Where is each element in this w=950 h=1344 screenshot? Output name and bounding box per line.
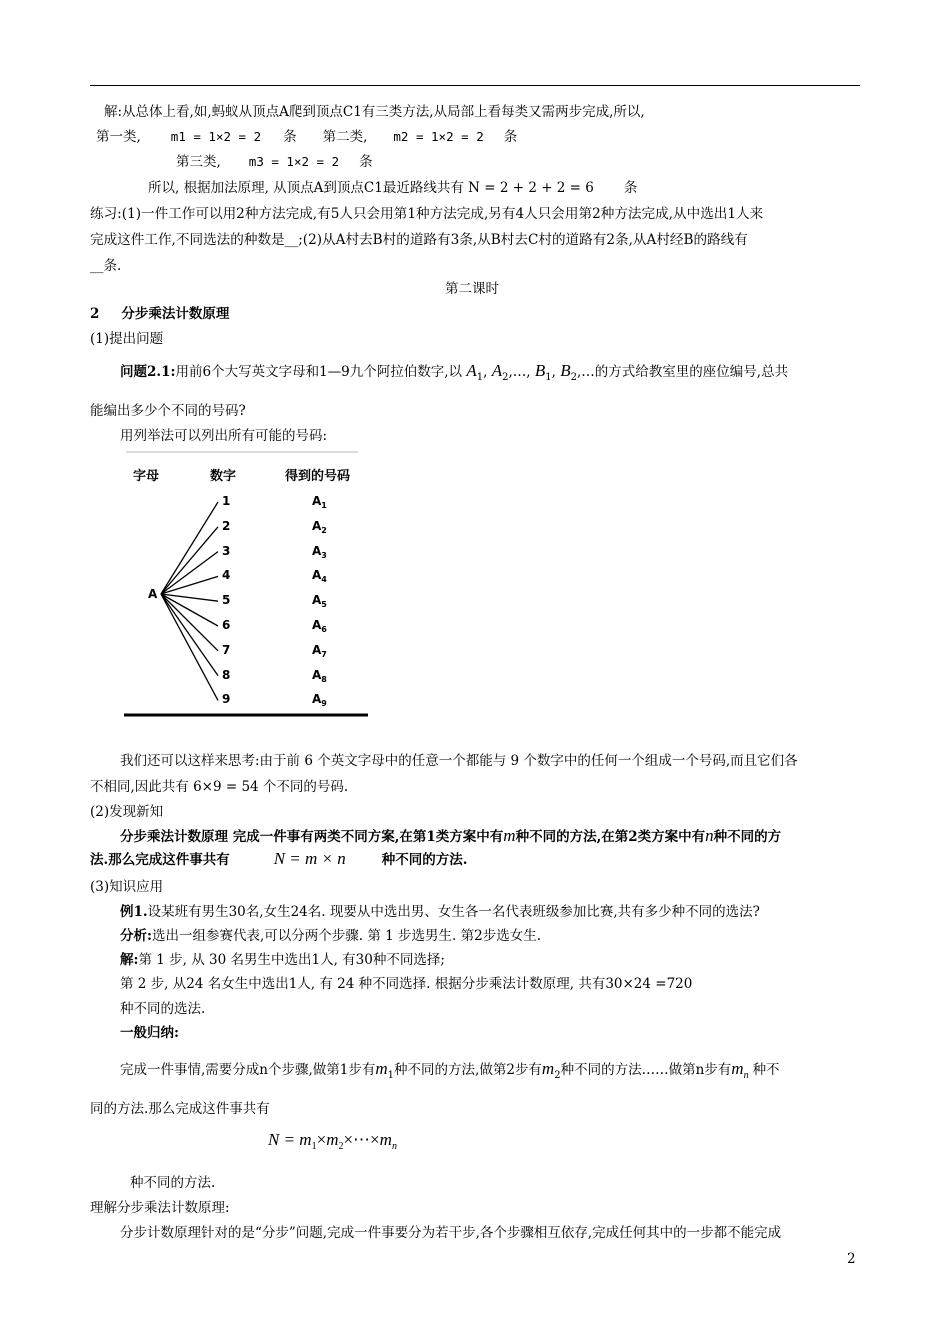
think-line-2: 不相同,因此共有 6×9 = 54 个不同的号码. (90, 779, 349, 795)
tree-header-letter: 字母 (133, 469, 160, 484)
tree-digit: 3 (222, 543, 231, 558)
tree-code: $A_2$ (312, 518, 327, 535)
tree-digit: 5 (222, 593, 231, 608)
solution-line-1: 解:从总体上看,如,蚂蚁从顶点A爬到顶点C1有三类方法,从局部上看每类又需两步完成,所以, (104, 104, 645, 120)
solution-step-2: 第 2 步, 从24 名女生中选出1人, 有 24 种不同选择. 根据分步乘法计数原理, 共有30×24 =720 (120, 976, 693, 992)
tree-code: $A_4$ (312, 568, 327, 585)
tree-root-label: A (148, 587, 158, 601)
tree-branches (161, 502, 218, 700)
tree-digit: 8 (222, 667, 231, 682)
exercise-line-2: 完成这件工作,不同选法的种数是__;(2)从A村去B村的道路有3条,从B村去C村的道路有2条,从A村经B的路线有 (90, 232, 748, 248)
solution-line-2: 第一类, m1 = 1×2 = 2 条 第二类, m2 = 1×2 = 2 条 (96, 129, 518, 145)
general-line-2: 同的方法.那么完成这件事共有 (90, 1101, 270, 1117)
solution-step-3: 种不同的选法. (120, 1001, 206, 1017)
tree-digit: 6 (222, 618, 231, 632)
tree-code: $A_8$ (312, 667, 327, 684)
general-line-1: 完成一件事情,需要分成n个步骤,做第1步有$m_1$种不同的方法,做第2步有$m_2$种不同的方法……做第n步有$m_n$ 种不 (120, 1059, 780, 1081)
general-formula: $N = m_1\times m_2\times\cdots\times m_n$ (268, 1130, 397, 1152)
tree-code: $A_3$ (312, 543, 327, 560)
tree-diagram (118, 448, 378, 724)
tree-branch (161, 594, 218, 651)
understanding-title: 理解分步乘法计数原理: (90, 1200, 230, 1216)
solution-step-1: 解:第 1 步, 从 30 名男生中选出1人, 有30种不同选择; (120, 952, 445, 968)
enumeration-intro: 用列举法可以列出所有可能的号码: (120, 428, 328, 444)
exercise-line-1: 练习:(1)一件工作可以用2种方法完成,有5人只会用第1种方法完成,另有4人只会用第2种方法完成,从中选出1人来 (90, 206, 764, 222)
principle-line-1: 分步乘法计数原理 完成一件事有两类不同方案,在第1类方案中有m种不同的方法,在第2类方案中有n种不同的方 (120, 826, 782, 845)
general-heading: 一般归纳: (120, 1025, 179, 1041)
page-number: 2 (847, 1251, 856, 1267)
tree-code: $A_1$ (312, 494, 327, 510)
think-line-1: 我们还可以这样来思考:由于前 6 个英文字母中的任意一个都能与 9 个数字中的任何一个组成一个号码,而且它们各 (120, 753, 798, 769)
problem-line-1: 问题2.1:用前6个大写英文字母和1—9九个阿拉伯数字,以 $A_1$, $A_2,\dots$, $B_1$, $B_2,\dots$的方式给教室里的座位编号,总共 (120, 361, 789, 383)
solution-line-3: 第三类, m3 = 1×2 = 2 条 (176, 154, 373, 170)
general-line-3: 种不同的方法. (130, 1175, 216, 1191)
tree-branch (161, 552, 218, 594)
example-1: 例1.设某班有男生30名,女生24名. 现要从中选出男、女生各一名代表班级参加比赛,共有多少种不同的选法? (120, 904, 760, 920)
principle-line-2: 法.那么完成这件事共有 N = m × n 种不同的方法. (90, 849, 468, 868)
subheading-3: (3)知识应用 (90, 879, 164, 895)
solution-line-4: 所以, 根据加法原理, 从顶点A到顶点C1最近路线共有 N = 2 + 2 + 2 = 6 条 (148, 180, 638, 196)
understanding-line-1: 分步计数原理针对的是“分步”问题,完成一件事要分为若干步,各个步骤相互依存,完成任何其中的一步都不能完成 (120, 1225, 782, 1241)
section-heading: 2 分步乘法计数原理 (90, 306, 230, 322)
tree-code: $A_5$ (312, 593, 327, 610)
tree-header-code: 得到的号码 (285, 469, 351, 484)
tree-code: $A_7$ (312, 642, 327, 659)
subheading-2: (2)发现新知 (90, 804, 164, 820)
subheading-1: (1)提出问题 (90, 331, 164, 347)
tree-branch (161, 502, 218, 594)
tree-digit: 9 (222, 692, 231, 707)
tree-branch (161, 594, 218, 676)
analysis: 分析:选出一组参赛代表,可以分两个步骤. 第 1 步选男生. 第2步选女生. (120, 928, 541, 944)
lesson-title: 第二课时 (445, 281, 499, 297)
exercise-line-3: __条. (90, 258, 122, 274)
tree-code: $A_6$ (312, 618, 327, 634)
tree-digit: 2 (222, 518, 231, 533)
tree-digit: 4 (222, 568, 231, 583)
tree-branch (161, 527, 218, 594)
tree-branch (161, 594, 218, 601)
tree-digit: 1 (222, 494, 231, 508)
problem-line-2: 能编出多少个不同的号码? (90, 403, 246, 419)
tree-header-digit: 数字 (210, 469, 237, 484)
header-rule (90, 85, 860, 86)
tree-digit: 7 (222, 642, 231, 657)
tree-code: $A_9$ (312, 692, 327, 709)
